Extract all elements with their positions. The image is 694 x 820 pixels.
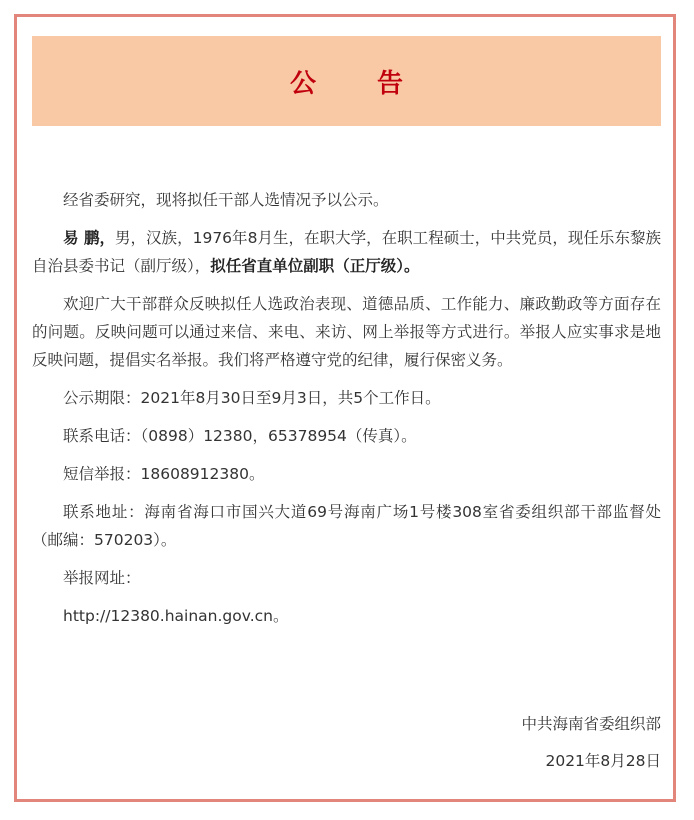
address-paragraph: 联系地址：海南省海口市国兴大道69号海南广场1号楼308室省委组织部干部监督处（邮编：570203）。 [32,503,661,549]
candidate-name: 易 鹏， [63,229,115,247]
feedback-paragraph: 欢迎广大干部群众反映拟任人选政治表现、道德品质、工作能力、廉政勤政等方面存在的问题。反映问题可以通过来信、来电、来访、网上举报等方式进行。举报人应实事求是地反映问题，提倡实名举报。我们将严格遵守党的纪律，履行保密义务。 [32,295,661,369]
intro-paragraph: 经省委研究，现将拟任干部人选情况予以公示。 [63,191,389,209]
issue-date: 2021年8月28日 [545,752,661,770]
period-paragraph: 公示期限：2021年8月30日至9月3日，共5个工作日。 [63,389,441,407]
candidate-paragraph [32,224,661,280]
website-link[interactable]: http://12380.hainan.gov.cn。 [63,607,289,625]
sms-paragraph: 短信举报：18608912380。 [63,465,265,483]
issuer-signature: 中共海南省委组织部 [521,715,661,733]
notice-title: 公 告 [289,68,430,99]
title-banner [32,36,661,126]
phone-paragraph: 联系电话：（0898）12380，65378954（传真）。 [63,427,417,445]
candidate-details: 男，汉族，1976年8月生，在职大学，在职工程硕士，中共党员，现任乐东黎族自治县委书记（副厅级）， [32,229,661,275]
candidate-proposed-position: 拟任省直单位副职（正厅级）。 [210,257,420,275]
notice-body [32,186,661,640]
website-label: 举报网址： [63,569,141,587]
